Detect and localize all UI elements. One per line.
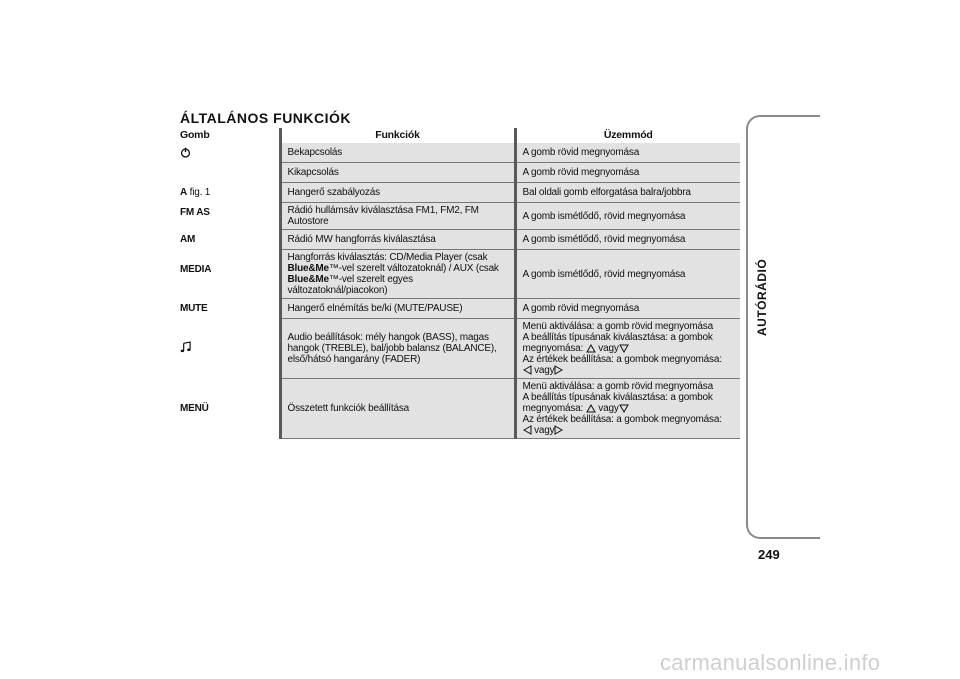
mode-line-text: vagy	[598, 403, 619, 414]
table-row	[180, 143, 740, 163]
header-key: Gomb	[180, 129, 210, 141]
header-mode: Üzemmód	[515, 128, 740, 143]
page-number: 249	[758, 547, 780, 562]
table-row	[180, 230, 740, 250]
table-row	[180, 379, 740, 439]
function-cell: Rádió hullámsáv kiválasztása FM1, FM2, FM Autostore	[280, 203, 515, 230]
header-function: Funkciók	[280, 128, 515, 143]
down-arrow-icon	[619, 404, 629, 413]
chapter-tab-label: AUTÓRÁDIÓ	[755, 258, 769, 336]
key-cell: MEDIA	[180, 250, 280, 299]
function-cell: Audio beállítások: mély hangok (BASS), magas hangok (TREBLE), bal/jobb balansz (BALANCE), első/hátsó hangarány (FADER)	[280, 319, 515, 379]
mode-line	[523, 425, 735, 436]
right-arrow-icon	[554, 425, 563, 435]
key-cell: FM AS	[180, 203, 280, 230]
function-line	[288, 274, 508, 296]
function-line: Hangforrás kiválasztás: CD/Media Player (csak	[287, 252, 488, 263]
mode-line: A beállítás típusának kiválasztása: a gombok	[522, 332, 713, 343]
mode-cell: A gomb rövid megnyomása	[515, 163, 740, 183]
down-arrow-icon	[619, 344, 629, 353]
function-cell: Hangerő elnémítás be/ki (MUTE/PAUSE)	[280, 299, 515, 319]
key-cell	[180, 143, 280, 183]
brand-name: Blue&Me	[287, 274, 329, 285]
function-line-text: ™-vel szerelt változatoknál) / AUX (csak	[328, 263, 499, 274]
function-cell: Rádió MW hangforrás kiválasztása	[280, 230, 515, 250]
figure-reference: fig. 1	[187, 186, 211, 198]
mode-cell	[515, 319, 740, 379]
left-arrow-icon	[523, 425, 532, 435]
key-label: A	[180, 186, 188, 198]
power-icon	[180, 147, 191, 158]
function-cell: Hangerő szabályozás	[280, 183, 515, 203]
table-header-row	[180, 128, 740, 143]
table-row	[180, 299, 740, 319]
table-row	[180, 183, 740, 203]
mode-cell	[515, 379, 740, 439]
mode-cell: A gomb ismétlődő, rövid megnyomása	[515, 250, 740, 299]
mode-line: A beállítás típusának kiválasztása: a gombok	[522, 392, 713, 403]
key-cell	[180, 183, 280, 203]
brand-name: Blue&Me	[287, 263, 329, 274]
up-arrow-icon	[586, 344, 596, 353]
function-line-text: ™-vel szerelt egyes változatoknál/piacokon)	[287, 274, 413, 296]
mode-line	[523, 343, 735, 354]
mode-cell: A gomb ismétlődő, rövid megnyomása	[515, 230, 740, 250]
mode-line: Az értékek beállítása: a gombok megnyomása:	[522, 354, 722, 365]
table-row	[180, 203, 740, 230]
mode-cell: A gomb rövid megnyomása	[515, 299, 740, 319]
functions-table	[180, 128, 740, 439]
mode-cell: A gomb ismétlődő, rövid megnyomása	[515, 203, 740, 230]
key-cell: MUTE	[180, 299, 280, 319]
left-arrow-icon	[523, 365, 532, 375]
function-cell: Összetett funkciók beállítása	[280, 379, 515, 439]
mode-cell: Bal oldali gomb elforgatása balra/jobbra	[515, 183, 740, 203]
function-cell: Bekapcsolás	[280, 143, 515, 163]
mode-line: Az értékek beállítása: a gombok megnyomása:	[522, 414, 722, 425]
mode-line: Menü aktiválása: a gomb rövid megnyomása	[522, 381, 713, 392]
mode-line: Menü aktiválása: a gomb rövid megnyomása	[522, 321, 713, 332]
function-line	[288, 263, 508, 274]
table-row	[180, 319, 740, 379]
mode-line	[523, 365, 735, 376]
key-cell	[180, 319, 280, 379]
section-title: ÁLTALÁNOS FUNKCIÓK	[180, 110, 352, 126]
function-cell	[280, 250, 515, 299]
mode-line-text: vagy	[534, 365, 555, 376]
key-cell: MENÜ	[180, 379, 280, 439]
key-cell: AM	[180, 230, 280, 250]
mode-line-text: megnyomása:	[522, 343, 584, 354]
mode-line-text: vagy	[598, 343, 619, 354]
mode-line-text: megnyomása:	[522, 403, 584, 414]
mode-line	[523, 403, 735, 414]
mode-line-text: vagy	[534, 425, 555, 436]
table-row	[180, 250, 740, 299]
watermark: carmanualsonline.info	[660, 650, 881, 675]
function-cell: Kikapcsolás	[280, 163, 515, 183]
up-arrow-icon	[586, 404, 596, 413]
mode-cell: A gomb rövid megnyomása	[515, 143, 740, 163]
music-note-icon	[180, 341, 191, 353]
right-arrow-icon	[554, 365, 563, 375]
